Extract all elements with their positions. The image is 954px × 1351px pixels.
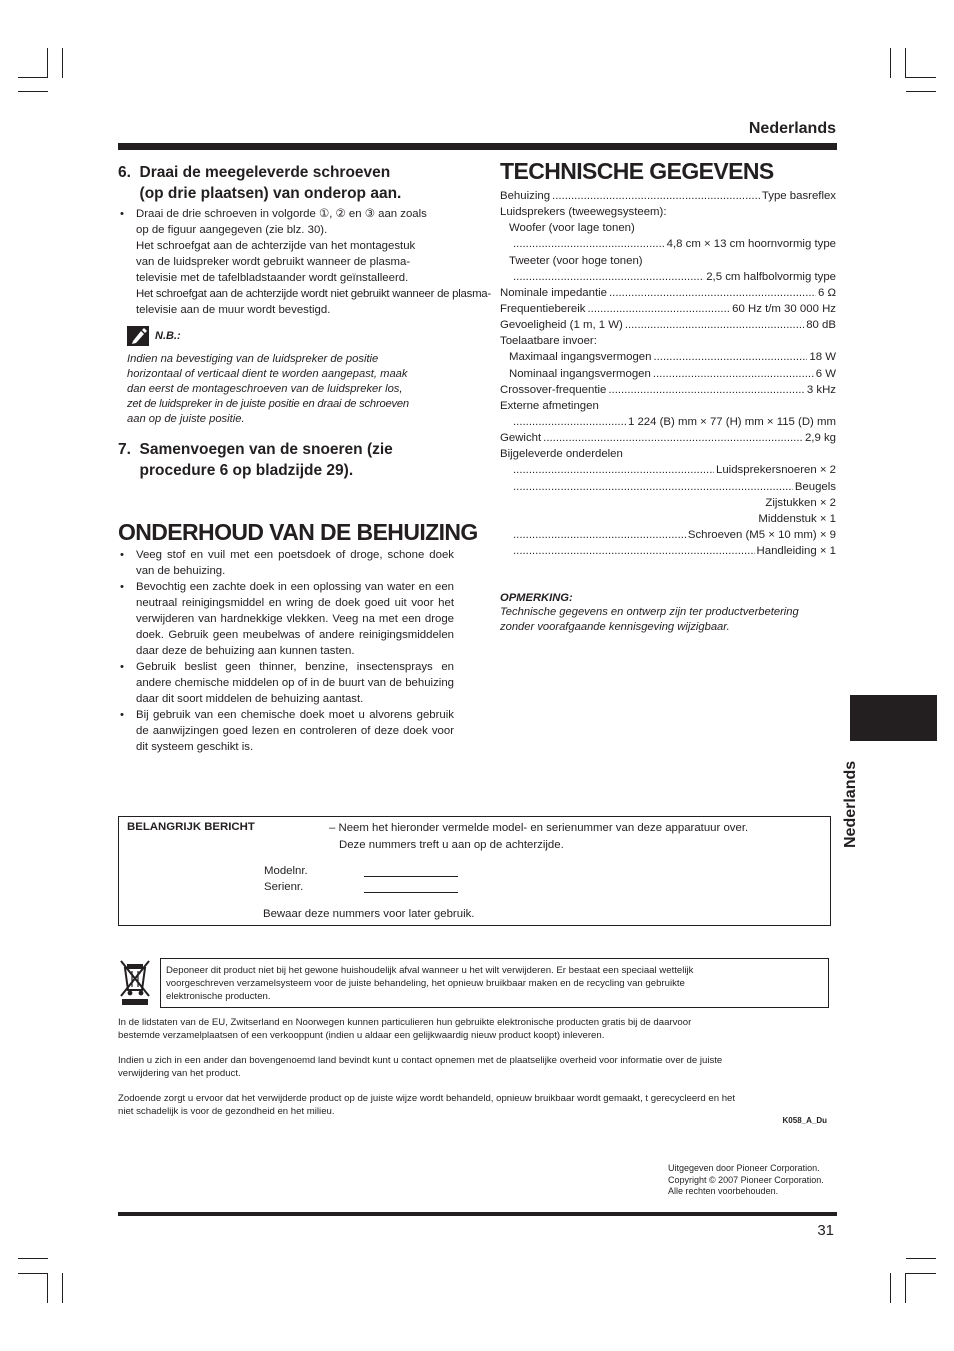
spec-leader-dots [513, 462, 714, 478]
step6-line: Draai de drie schroeven in volgorde ①, ② en ③ aan zoals [136, 208, 427, 220]
footer-rule [118, 1212, 837, 1216]
spec-row [500, 285, 836, 301]
notice-line: – Neem het hieronder vermelde model- en serienummer van deze apparatuur over. [329, 822, 749, 834]
spec-leader-dots [513, 479, 793, 495]
spec-value: 2,5 cm halfbolvormig type [706, 270, 836, 283]
spec-value: 3 kHz [806, 383, 836, 396]
maintenance-item: • Veeg stof en vuil met een poetsdoek of droge, schone doek van de behuizing. [118, 547, 454, 579]
spec-label: Crossover-frequentie [500, 383, 607, 396]
spec-label: Frequentiebereik [500, 302, 586, 315]
maintenance-item: • Bij gebruik van een chemische doek moet u alvorens gebruik de aanwijzingen goed lezen en controleren of deze doek voor dit systeem geschikt is. [118, 707, 454, 755]
spec-value: 2,9 kg [804, 432, 836, 445]
spec-label: Nominale impedantie [500, 286, 608, 299]
spec-row [500, 495, 836, 511]
publisher-line: Copyright © 2007 Pioneer Corporation. [668, 1174, 824, 1185]
weee-line: niet schadelijk is voor de gezondheid en het milieu. [118, 1106, 335, 1117]
spec-leader-dots [513, 527, 686, 543]
note-icon [127, 326, 149, 346]
step6-line: televisie aan de muur wordt bevestigd. [136, 304, 331, 316]
model-field-line[interactable] [364, 876, 458, 877]
spec-row [500, 204, 836, 220]
weee-box-line: voorgeschreven verzamelsysteem voor de juiste behandeling, het opnieuw bruikbaar maken en de recycling van gebruikte [166, 978, 685, 989]
spec-row [500, 479, 836, 495]
spec-label: Luidsprekers (tweewegsysteem): [500, 206, 667, 219]
notice-title: BELANGRIJK BERICHT [127, 821, 255, 833]
weee-box-text [166, 964, 693, 1003]
maintenance-item: • Bevochtig een zachte doek in een oplossing van water en een neutraal reinigingsmiddel en wring de doek goed uit voor het verwijderen van hardnekkige vlekken. Veeg na met een droge doek. Gebruik geen meubelwas of andere reinigingsmiddelen daar deze de behuizing aan kunnen tasten. [118, 579, 454, 659]
header-language: Nederlands [748, 120, 836, 137]
weee-line: Indien u zich in een ander dan bovengenoemd land bevindt kunt u contact opnemen met de plaatselijke overheid voor informatie over de juiste [118, 1055, 723, 1066]
spec-label: Externe afmetingen [500, 399, 599, 412]
spec-row [500, 414, 836, 430]
spec-label: Gewicht [500, 432, 542, 445]
weee-box [160, 958, 829, 1008]
weee-icon [118, 958, 152, 1006]
spec-row [500, 430, 836, 446]
spec-leader-dots [609, 285, 816, 301]
note-label: N.B.: [155, 330, 181, 342]
spec-leader-dots [625, 317, 804, 333]
weee-paragraph [118, 1016, 691, 1042]
important-notice [118, 816, 831, 926]
note-line: aan op de juiste positie. [127, 413, 245, 425]
spec-leader-dots [513, 269, 704, 285]
spec-value: 1 224 (B) mm × 77 (H) mm × 115 (D) mm [627, 415, 836, 428]
step7-title: 7. Samenvoegen van de snoeren (zie procedure 6 op bladzijde 29). [118, 441, 393, 479]
remark-line: Technische gegevens en ontwerp zijn ter productverbetering [500, 606, 799, 618]
spec-row [500, 398, 836, 414]
spec-value: Middenstuk × 1 [758, 512, 836, 525]
side-language-label [842, 760, 872, 850]
step6-line: Het schroefgat aan de achterzijde wordt niet gebruikt wanneer de plasma- [136, 288, 491, 300]
step6-body: • Draai de drie schroeven in volgorde ①, ② en ③ aan zoals op de figuur aangegeven (zie blz. 30). Het schroefgat aan de achterzijde van het montagestuk van de luidspreker wordt gebruikt wanneer de plasma- televisie met de tafelbladstaander wordt geïnstalleerd. Het schroefgat aan de achterzijde wordt niet gebruikt wanneer de plasma- televisie aan de muur wordt bevestigd. [120, 208, 491, 316]
maintenance-list [118, 547, 454, 755]
spec-value: Luidsprekersnoeren × 2 [716, 464, 836, 477]
spec-label: Nominaal ingangsvermogen [509, 367, 651, 380]
remark-line: zonder voorafgaande kennisgeving wijzigbaar. [500, 621, 730, 633]
publisher-line: Alle rechten voorbehouden. [668, 1186, 779, 1196]
publisher-info [668, 1163, 824, 1198]
spec-row [500, 269, 836, 285]
spec-row [500, 301, 836, 317]
note-line: horizontaal of verticaal dient te worden aangepast, maak [127, 368, 408, 380]
spec-leader-dots [543, 430, 803, 446]
spec-row [500, 220, 836, 236]
side-language-text: Nederlands [842, 760, 859, 848]
step6-line: Het schroefgat aan de achterzijde van het montagestuk [136, 240, 416, 252]
spec-row [500, 317, 836, 333]
spec-row [500, 366, 836, 382]
publisher-line: Uitgegeven door Pioneer Corporation. [668, 1163, 820, 1173]
spec-leader-dots [608, 382, 805, 398]
maintenance-item: • Gebruik beslist geen thinner, benzine, insectensprays en andere chemische middelen op of in de buurt van de behuizing daar dit soort middelen de behuizing aantast. [118, 659, 454, 707]
spec-row [500, 188, 836, 204]
spec-value: 6 W [815, 367, 836, 380]
specs-heading: TECHNISCHE GEGEVENS [500, 158, 774, 184]
maintenance-heading: ONDERHOUD VAN DE BEHUIZING [118, 519, 478, 545]
spec-value: Zijstukken × 2 [765, 496, 836, 509]
weee-line: verwijdering van het product. [118, 1068, 241, 1079]
spec-row [500, 253, 836, 269]
spec-row [500, 349, 836, 365]
header-rule [118, 143, 837, 150]
notice-keep: Bewaar deze nummers voor later gebruik. [263, 908, 475, 920]
specs-table [500, 188, 836, 559]
weee-box-line: Deponeer dit product niet bij het gewone huishoudelijk afval wanneer u het wilt verwijderen. Er bestaat een speciaal wettelijk [166, 965, 694, 976]
remark-label: OPMERKING: [500, 592, 573, 604]
note-line: dan eerst de montageschroeven van de luidspreker los, [127, 383, 403, 395]
step6-line: televisie met de tafelbladstaander wordt geïnstalleerd. [136, 272, 409, 284]
spec-row [500, 527, 836, 543]
step6-line: van de luidspreker wordt gebruikt wanneer de plasma- [136, 256, 411, 268]
spec-leader-dots [513, 236, 665, 252]
spec-label: Maximaal ingangsvermogen [509, 351, 652, 364]
weee-box-line: elektronische producten. [166, 991, 271, 1002]
spec-value: Beugels [794, 480, 836, 493]
model-label: Modelnr. [264, 865, 308, 877]
spec-label: Gevoeligheid (1 m, 1 W) [500, 319, 623, 332]
spec-leader-dots [587, 301, 730, 317]
spec-value: 4,8 cm × 13 cm hoornvormig type [666, 238, 836, 251]
spec-row [500, 333, 836, 349]
spec-row [500, 462, 836, 478]
spec-value: 80 dB [806, 319, 836, 332]
serial-field-line[interactable] [364, 892, 458, 893]
page-number: 31 [817, 1222, 834, 1239]
spec-row [500, 511, 836, 527]
spec-value: Type basreflex [761, 190, 836, 202]
spec-row [500, 382, 836, 398]
spec-row [500, 543, 836, 559]
note-line: zet de luidspreker in de juiste positie en draai de schroeven [127, 398, 409, 410]
notice-line: Deze nummers treft u aan op de achterzijde. [339, 839, 564, 851]
note-body [118, 352, 454, 427]
spec-value: Handleiding × 1 [756, 545, 836, 558]
spec-label: Toelaatbare invoer: [500, 335, 597, 348]
side-tab [850, 695, 937, 741]
spec-leader-dots [653, 366, 814, 382]
spec-label: Bijgeleverde onderdelen [500, 448, 623, 461]
spec-label: Woofer (voor lage tonen) [509, 222, 635, 235]
spec-label: Behuizing [500, 190, 551, 202]
spec-value: 6 Ω [817, 286, 836, 299]
step6-line: op de figuur aangegeven (zie blz. 30). [136, 224, 328, 236]
weee-code: K058_A_Du [782, 1116, 827, 1125]
spec-value: 18 W [809, 351, 836, 364]
specs-remark [500, 591, 840, 635]
step6-title: 6. Draai de meegeleverde schroeven (op drie plaatsen) van onderop aan. [118, 164, 402, 202]
left-column [118, 162, 491, 481]
note-line: Indien na bevestiging van de luidspreker de positie [127, 353, 379, 365]
note-header [118, 326, 454, 346]
weee-line: In de lidstaten van de EU, Zwitserland en Noorwegen kunnen particulieren hun gebruikte elektronische producten gratis bij de daarvoor [118, 1017, 692, 1028]
weee-paragraph [118, 1054, 722, 1080]
serial-label: Serienr. [264, 881, 304, 893]
spec-row [500, 236, 836, 252]
spec-leader-dots [653, 349, 807, 365]
spec-value: 60 Hz t/m 30 000 Hz [732, 302, 836, 315]
weee-paragraph [118, 1092, 735, 1118]
spec-label: Tweeter (voor hoge tonen) [509, 254, 643, 267]
spec-value: Schroeven (M5 × 10 mm) × 9 [687, 528, 836, 541]
spec-leader-dots [513, 543, 755, 559]
spec-row [500, 446, 836, 462]
weee-line: bestemde verzamelplaatsen of een verkooppunt (indien u aldaar een gelijkwaardig nieuw product koopt) inleveren. [118, 1030, 605, 1041]
spec-leader-dots [513, 414, 626, 430]
weee-line: Zodoende zorgt u ervoor dat het verwijderde product op de juiste wijze wordt behandeld, opnieuw bruikbaar wordt gemaakt, t gerecycleerd en het [118, 1093, 736, 1104]
spec-leader-dots [552, 188, 760, 204]
